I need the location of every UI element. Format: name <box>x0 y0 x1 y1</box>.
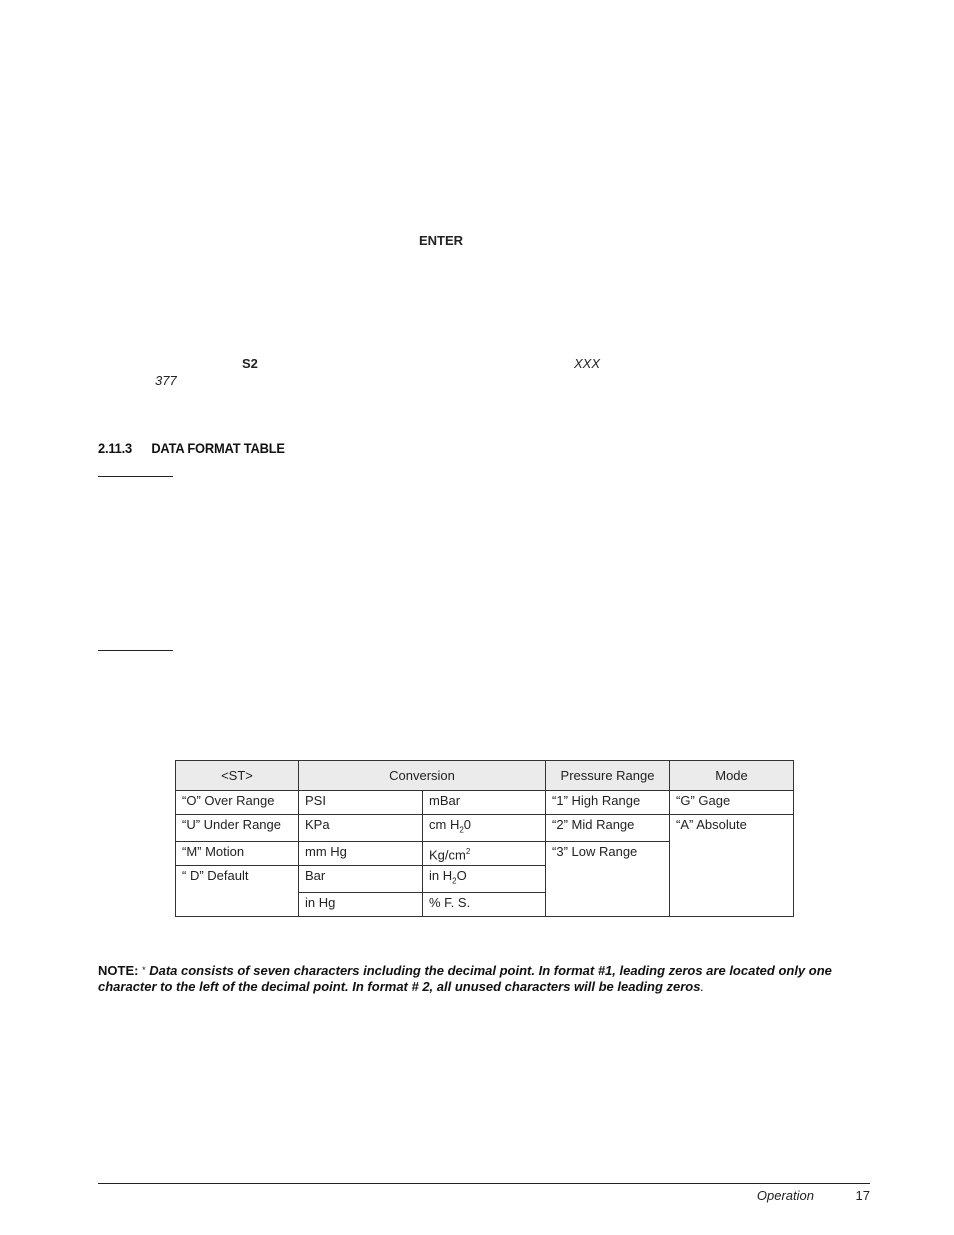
conversion-cell: % F. S. <box>423 892 546 916</box>
xxx-label: XXX <box>574 356 601 371</box>
note-text: Data consists of seven characters including the decimal point. In format #1, leading zeros are located only one character to the left of the decimal point. In format # 2, all unused characters will be leading zeros <box>98 963 832 994</box>
note-label: NOTE: <box>98 963 139 978</box>
conversion-cell: KPa <box>299 815 423 842</box>
table-row <box>176 791 794 815</box>
conversion-cell <box>423 841 546 865</box>
header-pressure-range: Pressure Range <box>546 761 670 791</box>
section-heading <box>98 440 285 456</box>
footer-divider <box>98 1183 870 1184</box>
note-end: . <box>700 979 705 994</box>
table-row <box>176 815 794 842</box>
conversion-cell: mBar <box>423 791 546 815</box>
table-header-row <box>176 761 794 791</box>
footer-section-name: Operation <box>756 1188 814 1203</box>
st-cell: “ D” Default <box>176 865 299 916</box>
enter-key-label: ENTER <box>419 233 464 248</box>
pressure-range-cell: “1” High Range <box>546 791 670 815</box>
unit-text: O <box>456 867 467 883</box>
header-conversion: Conversion <box>299 761 546 791</box>
unit-text: 0 <box>463 817 472 832</box>
number-377: 377 <box>155 373 177 388</box>
unit-subscript: 2 <box>452 876 457 886</box>
conversion-cell <box>423 865 546 892</box>
pressure-range-cell: “3” Low Range <box>546 841 670 916</box>
conversion-cell <box>423 815 546 842</box>
note-paragraph <box>98 962 888 995</box>
unit-text: cm H <box>429 817 460 832</box>
format-2-underline <box>98 650 173 651</box>
unit-text: Kg/cm <box>429 846 466 862</box>
unit-text: in H <box>429 867 453 883</box>
conversion-cell: in Hg <box>299 892 423 916</box>
st-cell: “U” Under Range <box>176 815 299 842</box>
conversion-cell: Bar <box>299 865 423 892</box>
conversion-cell: PSI <box>299 791 423 815</box>
st-cell: “O” Over Range <box>176 791 299 815</box>
mode-cell: “G” Gage <box>670 791 794 815</box>
header-mode: Mode <box>670 761 794 791</box>
page-number: 17 <box>855 1188 870 1203</box>
conversion-cell: mm Hg <box>299 841 423 865</box>
pressure-range-cell: “2” Mid Range <box>546 815 670 842</box>
format-1-underline <box>98 476 173 477</box>
unit-superscript: 2 <box>465 846 471 856</box>
st-cell: “M” Motion <box>176 841 299 865</box>
section-title: DATA FORMAT TABLE <box>151 440 285 456</box>
note-asterisk: * <box>142 965 146 975</box>
s2-label: S2 <box>242 356 258 371</box>
mode-cell: “A” Absolute <box>670 815 794 917</box>
header-st: <ST> <box>176 761 299 791</box>
section-number: 2.11.3 <box>98 440 132 456</box>
unit-subscript: 2 <box>459 825 464 835</box>
data-format-table <box>175 760 794 917</box>
